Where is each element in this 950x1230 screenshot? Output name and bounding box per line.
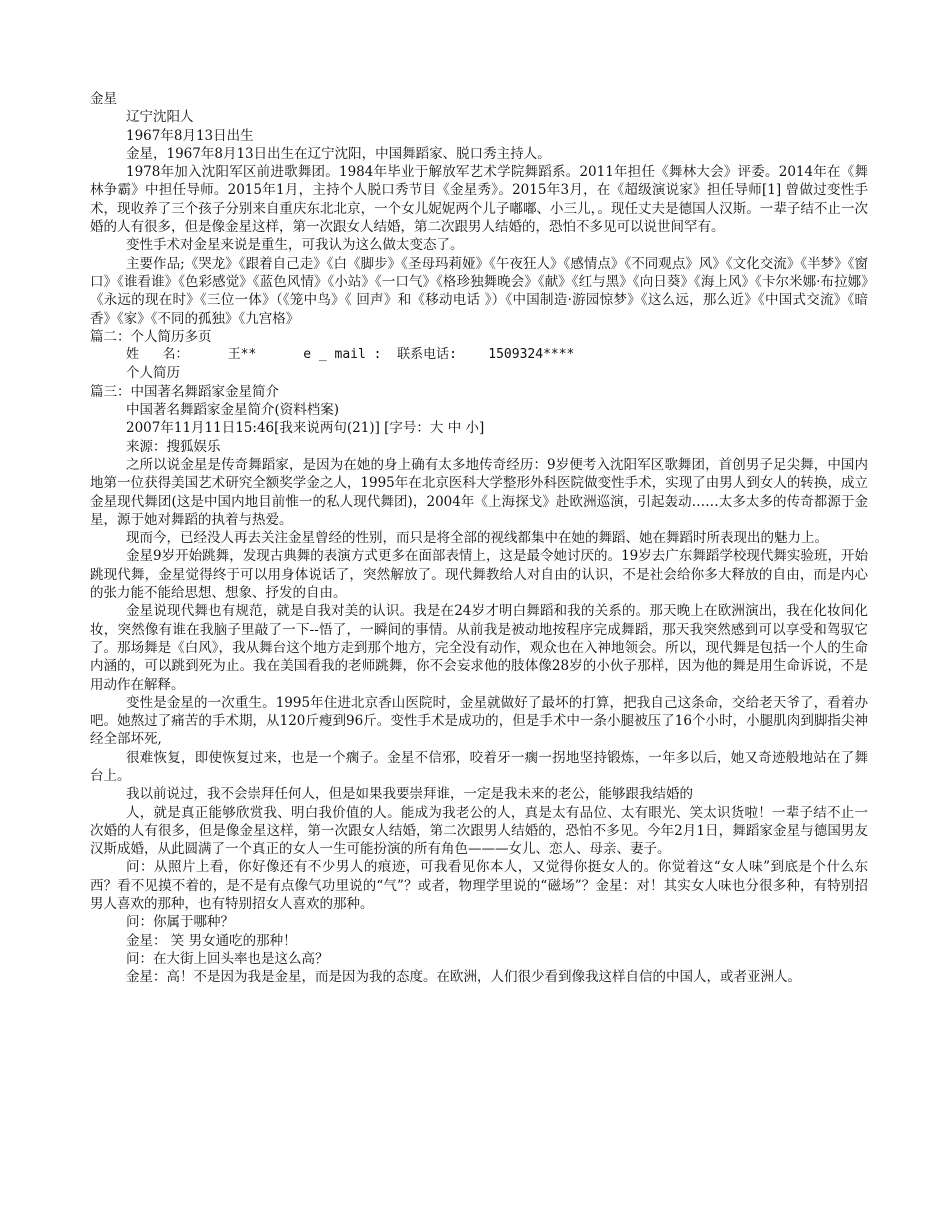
body-paragraph: 问：从照片上看，你好像还有不少男人的痕迹，可我看见你本人，又觉得你挺女人的。你觉着这“女人味”到底是个什么东西？看不见摸不着的，是不是有点像气功里说的“气”？或者，物理学里说的“磁场”？金星：对！其实女人味也分很多种，有特别招男人喜欢的那种，也有特别招女人喜欢的那种。 (90, 859, 868, 913)
body-paragraph: 变性是金星的一次重生。1995年住进北京香山医院时，金星就做好了最坏的打算，把我自己这条命，交给老天爷了，看着办吧。她熬过了痛苦的手术期，从120斤瘦到96斤。变性手术是成功的，但是手术中一条小腿被压了16个小时，小腿肌肉到脚指尖神经全部坏死, (90, 694, 868, 748)
body-paragraph: 金星：高！不是因为我是金星，而是因为我的态度。在欧洲，人们很少看到像我这样自信的中国人，或者亚洲人。 (126, 969, 801, 986)
body-paragraph: 问：在大街上回头率也是这么高？ (126, 950, 329, 967)
birthplace-line: 辽宁沈阳人 (126, 109, 194, 126)
body-paragraph: 人，就是真正能够欣赏我、明白我价值的人。能成为我老公的人，真是太有品位、太有眼光、笑太识货啦！一辈子结不止一次婚的人有很多，但是像金星这样，第一次跟女人结婚，第二次跟男人结婚的，恐怕不多见。今年2月1日，舞蹈家金星与德国男友汉斯成婚，从此圆满了一个真正的女人一生可能扮演的所有角色———女儿、恋人、母亲、妻子。 (90, 804, 868, 858)
section-3-heading: 篇三：中国著名舞蹈家金星简介 (90, 383, 279, 400)
doc-title: 金星 (90, 91, 117, 107)
body-paragraph: 我以前说过，我不会崇拜任何人，但是如果我要崇拜谁，一定是我未来的老公，能够跟我结婚的 (126, 786, 693, 803)
document-page (90, 90, 868, 987)
body-paragraph: 金星9岁开始跳舞，发现古典舞的表演方式更多在面部表情上，这是最令她讨厌的。19岁去广东舞蹈学校现代舞实验班，开始跳现代舞，金星觉得终于可以用身体说话了，突然解放了。现代舞教给人对自由的认识，不是社会给你多大释放的自由，而是内心的张力能不能给思想、想象、抒发的自由。 (90, 548, 868, 602)
body-paragraph: 问：你属于哪种？ (126, 914, 234, 931)
birthdate-line: 1967年8月13日出生 (126, 127, 254, 144)
resume-line: 姓 名： 王** e _ mail : 联系电话: 1509324**** (126, 347, 575, 363)
intro-paragraph: 金星，1967年8月13日出生在辽宁沈阳，中国舞蹈家、脱口秀主持人。 (126, 145, 551, 162)
body-paragraph: 现而今，已经没人再去关注金星曾经的性别，而只是将全部的视线都集中在她的舞蹈、她在舞蹈时所表现出的魅力上。 (126, 530, 828, 547)
works-paragraph: 主要作品;《哭龙》《跟着自己走》《白《脚步》《圣母玛莉娅》《午夜狂人》《感情点》《不同观点》风》《文化交流》《半梦》《窗口》《谁看谁》《色彩感觉》《蓝色风情》《小站》《一口气》《格珍独舞晚会》《献》《红与黑》《向日葵》《海上风》《卡尔米娜·布拉娜》《永远的现在时》《三位一体》（《笼中鸟》《 回声》和《移动电话 》）《中国制造·游园惊梦》《这么远，那么近》《中国式交流》《暗香》《家》《不同的孤独》《九宫格》 (90, 255, 868, 327)
body-paragraph: 金星说现代舞也有规范，就是自我对美的认识。我是在24岁才明白舞蹈和我的关系的。那天晚上在欧洲演出，我在化妆间化妆，突然像有谁在我脑子里敲了一下--悟了，一瞬间的事情。从前我是被动地按程序完成舞蹈，那天我突然感到可以享受和驾驭它了。那场舞是《白风》，我从舞台这个地方走到那个地方，完全没有动作，观众也在入神地领会。所以，现代舞是包括一个人的生命内涵的，可以跳到死为止。我在美国看我的老师跳舞，你不会妄求他的肢体像28岁的小伙子那样，因为他的舞是用生命诉说，不是用动作在解释。 (90, 603, 868, 693)
body-paragraph: 金星： 笑 男女通吃的那种！ (126, 932, 297, 949)
rebirth-paragraph: 变性手术对金星来说是重生，可我认为这么做太变态了。 (126, 237, 464, 254)
article-meta: 2007年11月11日15:46[我来说两句(21)] [字号：大 中 小] (126, 420, 485, 437)
article-source: 来源：搜狐娱乐 (126, 438, 221, 455)
section-2-heading: 篇二：个人简历多页 (90, 328, 212, 345)
resume-label: 个人简历 (126, 365, 180, 382)
body-paragraph: 之所以说金星是传奇舞蹈家，是因为在她的身上确有太多地传奇经历：9岁便考入沈阳军区歌舞团，首创男子足尖舞，中国内地第一位获得美国艺术研究全额奖学金之人，1995年在北京医科大学整形外科医院做变性手术，实现了由男人到女人的转换，成立金星现代舞团(这是中国内地目前惟一的私人现代舞团)，2004年《上海探戈》赴欧洲巡演，引起轰动……太多太多的传奇都源于金星，源于她对舞蹈的执着与热爱。 (90, 456, 868, 528)
career-paragraph: 1978年加入沈阳军区前进歌舞团。1984年毕业于解放军艺术学院舞蹈系。2011年担任《舞林大会》评委。2014年在《舞林争霸》中担任导师。2015年1月，主持个人脱口秀节目《金星秀》。2015年3月，在《超级演说家》担任导师[1] 曾做过变性手术，现收养了三个孩子分别来自重庆东北北京，一个女儿妮妮两个儿子嘟嘟、小三儿，。现任丈夫是德国人汉斯。一辈子结不止一次婚的人有很多，但是像金星这样，第一次跟女人结婚，第二次跟男人结婚的，恐怕不多见可以说世间罕有。 (90, 164, 868, 236)
article-title: 中国著名舞蹈家金星简介(资料档案) (126, 402, 340, 419)
body-paragraph: 很难恢复，即使恢复过来，也是一个瘸子。金星不信邪，咬着牙一瘸一拐地坚持锻炼，一年多以后，她又奇迹般地站在了舞台上。 (90, 749, 868, 784)
